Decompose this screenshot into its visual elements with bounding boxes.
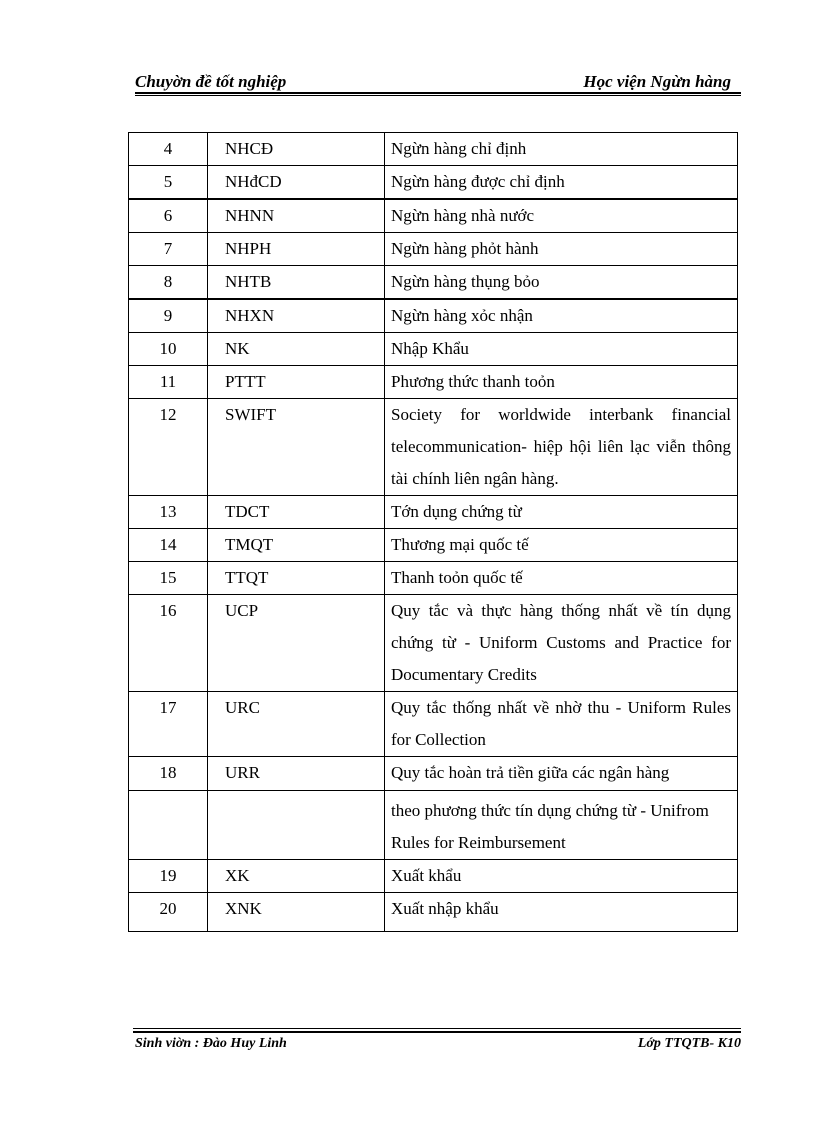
row-abbreviation: NHCĐ xyxy=(208,133,385,166)
table-row xyxy=(129,233,738,266)
row-abbreviation: TMQT xyxy=(208,529,385,562)
table-row xyxy=(129,299,738,333)
row-description: Nhập Khẩu xyxy=(385,333,738,366)
table-row xyxy=(129,166,738,200)
footer-rule xyxy=(133,1031,741,1033)
row-description: Ngừn hàng phỏt hành xyxy=(385,233,738,266)
row-description: Ngừn hàng chỉ định xyxy=(385,133,738,166)
row-description: Tớn dụng chứng từ xyxy=(385,496,738,529)
row-description: Quy tắc hoàn trả tiền giữa các ngân hàng xyxy=(385,757,738,791)
page-footer xyxy=(133,1028,741,1058)
footer-student-name: Sinh viờn : Đào Huy Linh xyxy=(135,1036,287,1051)
row-number: 17 xyxy=(129,692,208,757)
row-abbreviation: SWIFT xyxy=(208,399,385,496)
table-row xyxy=(129,692,738,757)
row-description: Xuất khẩu xyxy=(385,860,738,893)
table-row xyxy=(129,266,738,300)
row-number-empty xyxy=(129,791,208,860)
row-number: 4 xyxy=(129,133,208,166)
table-row xyxy=(129,133,738,166)
header-left-title: Chuyờn đề tốt nghiệp xyxy=(135,72,287,91)
row-number: 19 xyxy=(129,860,208,893)
row-abbreviation: PTTT xyxy=(208,366,385,399)
row-number: 15 xyxy=(129,562,208,595)
page-header xyxy=(135,70,741,96)
row-abbreviation: UCP xyxy=(208,595,385,692)
row-abbreviation: NHPH xyxy=(208,233,385,266)
table-row xyxy=(129,199,738,233)
table-row xyxy=(129,496,738,529)
row-abbreviation: NK xyxy=(208,333,385,366)
row-number: 14 xyxy=(129,529,208,562)
row-number: 18 xyxy=(129,757,208,791)
row-description: Thương mại quốc tế xyxy=(385,529,738,562)
row-number: 6 xyxy=(129,199,208,233)
row-abbreviation: XK xyxy=(208,860,385,893)
row-number: 11 xyxy=(129,366,208,399)
row-abbreviation: NHđCD xyxy=(208,166,385,200)
row-number: 12 xyxy=(129,399,208,496)
table-row xyxy=(129,595,738,692)
row-description: Quy tắc và thực hàng thống nhất về tín dụng chứng từ - Uniform Customs and Practice for Documentary Credits xyxy=(385,595,738,692)
row-description: Xuất nhập khẩu xyxy=(385,893,738,932)
row-number: 9 xyxy=(129,299,208,333)
abbreviation-table xyxy=(128,132,738,932)
row-description: Society for worldwide interbank financial telecommunication- hiệp hội liên lạc viễn thông tài chính liên ngân hàng. xyxy=(385,399,738,496)
row-abbreviation: NHNN xyxy=(208,199,385,233)
header-right-title: Học viện Ngừn hàng xyxy=(583,72,731,91)
table-row xyxy=(129,399,738,496)
row-abbreviation: URR xyxy=(208,757,385,791)
table-row xyxy=(129,757,738,791)
row-description: Ngừn hàng nhà nước xyxy=(385,199,738,233)
row-number: 10 xyxy=(129,333,208,366)
row-description: Ngừn hàng xỏc nhận xyxy=(385,299,738,333)
table-row xyxy=(129,366,738,399)
row-description: Quy tắc thống nhất về nhờ thu - Uniform Rules for Collection xyxy=(385,692,738,757)
row-description: Ngừn hàng được chỉ định xyxy=(385,166,738,200)
row-abbreviation: TDCT xyxy=(208,496,385,529)
row-number: 7 xyxy=(129,233,208,266)
row-description: Ngừn hàng thụng bỏo xyxy=(385,266,738,300)
row-abbreviation: NHTB xyxy=(208,266,385,300)
table-row xyxy=(129,562,738,595)
footer-class: Lớp TTQTB- K10 xyxy=(637,1036,741,1051)
table-row xyxy=(129,333,738,366)
footer-rule-thin xyxy=(133,1028,741,1029)
header-rule-thin xyxy=(135,95,741,96)
row-abbreviation: XNK xyxy=(208,893,385,932)
table-row xyxy=(129,529,738,562)
row-description: Thanh toỏn quốc tế xyxy=(385,562,738,595)
table-row-continuation xyxy=(129,791,738,860)
row-abbreviation: NHXN xyxy=(208,299,385,333)
row-abbreviation: URC xyxy=(208,692,385,757)
row-number: 5 xyxy=(129,166,208,200)
table-row xyxy=(129,860,738,893)
header-rule xyxy=(135,92,741,94)
row-description-continued: theo phương thức tín dụng chứng từ - Unifrom Rules for Reimbursement xyxy=(385,791,738,860)
row-abbreviation-empty xyxy=(208,791,385,860)
row-description: Phương thức thanh toỏn xyxy=(385,366,738,399)
row-number: 20 xyxy=(129,893,208,932)
row-number: 8 xyxy=(129,266,208,300)
row-number: 16 xyxy=(129,595,208,692)
row-abbreviation: TTQT xyxy=(208,562,385,595)
table-row xyxy=(129,893,738,932)
row-number: 13 xyxy=(129,496,208,529)
